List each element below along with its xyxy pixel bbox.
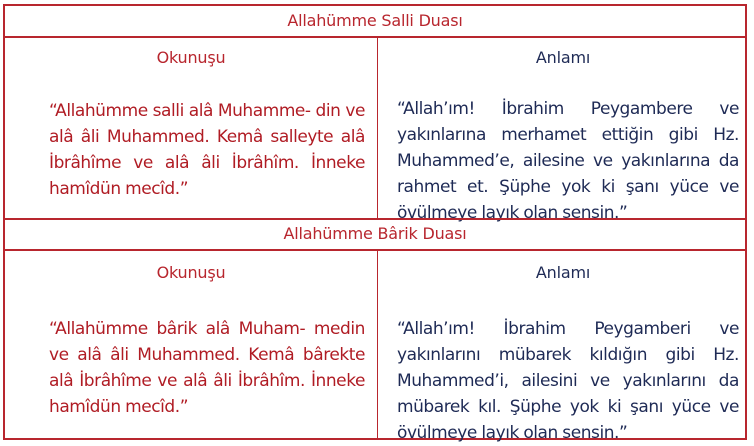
okunusu-text-2: “Allahümme bârik alâ Muham- medin ve alâ âli Muhammed. Kemâ bârekte alâ İbrâhîme ve alâ âli İbrâhîm. İnneke hamîdün mecîd.” [49, 319, 365, 417]
anlami-text-2: “Allah’ım! İbrahim Peygamberi ve yakınlarını mübarek kıldığın gibi Hz. Muhammed’i, ailesini ve yakınlarını da mübarek kıl. Şüphe yok ki şanı yüce ve övülmeye layık olan sensin.” [397, 319, 739, 443]
dua-table [3, 4, 747, 443]
okunusu-text-1: “Allahümme salli alâ Muhamme- din ve alâ âli Muhammed. Kemâ salleyte alâ İbrâhîme ve alâ âli İbrâhîm. İnneke hamîdün mecîd.” [49, 101, 365, 199]
okunusu-heading-2: Okunuşu [156, 263, 226, 282]
anlami-heading-2: Anlamı [535, 263, 591, 282]
divider [5, 249, 745, 251]
column-divider [377, 250, 378, 438]
column-divider [377, 37, 378, 218]
anlami-text-1: “Allah’ım! İbrahim Peygambere ve yakınlarına merhamet ettiğin gibi Hz. Muhammed’e, ailesine ve yakınlarına da rahmet et. Şüphe yok ki şanı yüce ve övülmeye layık olan sensin.” [397, 99, 739, 223]
section-title-barik: Allahümme Bârik Duası [283, 224, 467, 243]
divider [5, 36, 745, 38]
anlami-heading-1: Anlamı [535, 48, 591, 67]
okunusu-heading-1: Okunuşu [156, 48, 226, 67]
section-title-salli: Allahümme Salli Duası [287, 11, 463, 30]
